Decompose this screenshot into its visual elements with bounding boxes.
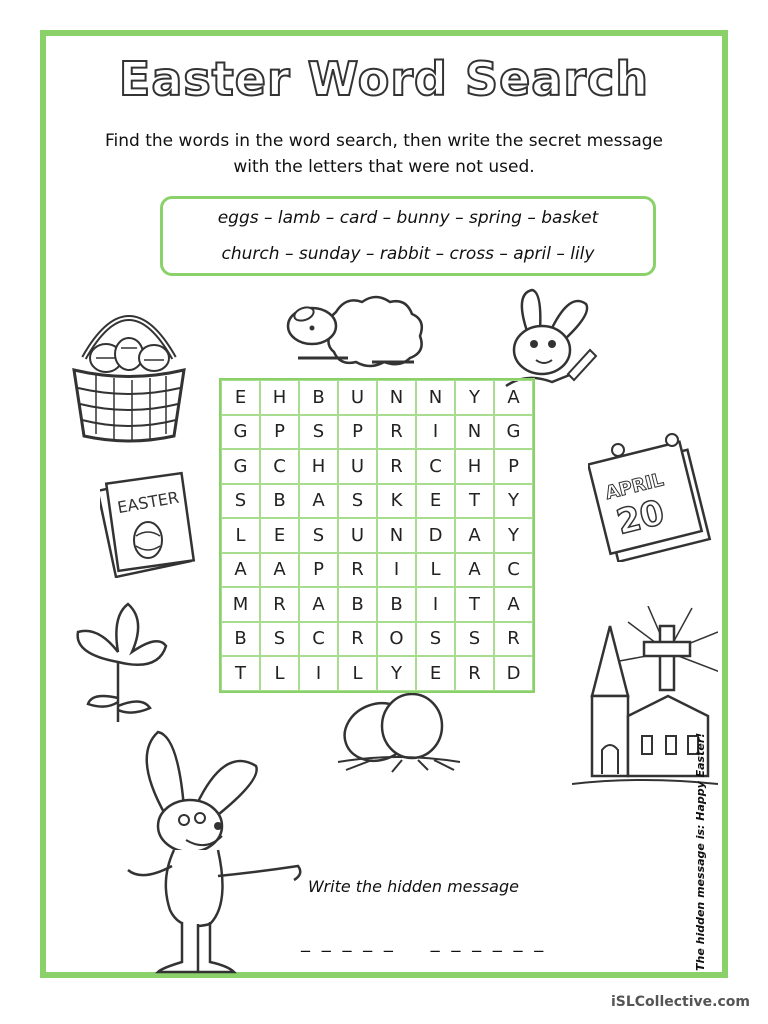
grid-cell[interactable]: U bbox=[338, 518, 377, 553]
grid-cell[interactable]: M bbox=[221, 587, 260, 622]
grid-cell[interactable]: R bbox=[338, 553, 377, 588]
grid-cell[interactable]: G bbox=[221, 415, 260, 450]
grid-cell[interactable]: P bbox=[494, 449, 533, 484]
grid-cell[interactable]: L bbox=[416, 553, 455, 588]
instructions-line-1: Find the words in the word search, then write the secret message bbox=[105, 131, 663, 151]
grid-cell[interactable]: K bbox=[377, 484, 416, 519]
calendar-day: 20 bbox=[612, 492, 669, 543]
grid-cell[interactable]: U bbox=[338, 380, 377, 415]
instructions-line-2: with the letters that were not used. bbox=[233, 157, 535, 177]
grid-cell[interactable]: R bbox=[377, 449, 416, 484]
grid-cell[interactable]: A bbox=[494, 587, 533, 622]
grid-cell[interactable]: H bbox=[299, 449, 338, 484]
grid-cell[interactable]: E bbox=[221, 380, 260, 415]
grid-cell[interactable]: H bbox=[260, 380, 299, 415]
grid-cell[interactable]: Y bbox=[377, 656, 416, 691]
grid-cell[interactable]: E bbox=[416, 656, 455, 691]
grid-cell[interactable]: A bbox=[455, 518, 494, 553]
card-label: EASTER bbox=[115, 487, 181, 518]
grid-cell[interactable]: O bbox=[377, 622, 416, 657]
lamb-illustration bbox=[284, 292, 434, 374]
grid-cell[interactable]: G bbox=[494, 415, 533, 450]
grid-cell[interactable]: L bbox=[221, 518, 260, 553]
grid-cell[interactable]: B bbox=[299, 380, 338, 415]
grid-cell[interactable]: I bbox=[377, 553, 416, 588]
word-list-line-1: eggs – lamb – card – bunny – spring – basket bbox=[217, 208, 599, 228]
grid-cell[interactable]: T bbox=[455, 587, 494, 622]
grid-cell[interactable]: B bbox=[338, 587, 377, 622]
grid-cell[interactable]: E bbox=[416, 484, 455, 519]
lily-illustration bbox=[68, 602, 168, 728]
blank-word-1[interactable]: _ _ _ _ _ bbox=[301, 932, 396, 953]
grid-cell[interactable]: S bbox=[338, 484, 377, 519]
grid-cell[interactable]: R bbox=[260, 587, 299, 622]
grid-cell[interactable]: E bbox=[260, 518, 299, 553]
word-list-box bbox=[160, 196, 656, 276]
grid-cell[interactable]: N bbox=[377, 380, 416, 415]
grid-cell[interactable]: H bbox=[455, 449, 494, 484]
grid-cell[interactable]: P bbox=[338, 415, 377, 450]
grid-cell[interactable]: R bbox=[455, 656, 494, 691]
instructions bbox=[66, 128, 702, 180]
grid-cell[interactable]: A bbox=[260, 553, 299, 588]
calendar-illustration bbox=[588, 432, 716, 562]
grid-cell[interactable]: L bbox=[260, 656, 299, 691]
answer-note: The hidden message is: Happy Easter! bbox=[694, 732, 707, 971]
grid-cell[interactable]: I bbox=[416, 415, 455, 450]
easter-card-illustration bbox=[100, 468, 196, 578]
grid-cell[interactable]: A bbox=[299, 484, 338, 519]
page-title: Easter Word Search bbox=[118, 52, 650, 106]
word-list-line-2: church – sunday – rabbit – cross – april – lily bbox=[221, 244, 595, 264]
site-watermark: iSLCollective.com bbox=[610, 994, 750, 1010]
grid-cell[interactable]: S bbox=[299, 415, 338, 450]
grid-cell[interactable]: N bbox=[416, 380, 455, 415]
word-search-grid bbox=[219, 378, 535, 693]
grid-cell[interactable]: I bbox=[299, 656, 338, 691]
grid-cell[interactable]: U bbox=[338, 449, 377, 484]
grid-cell[interactable]: G bbox=[221, 449, 260, 484]
grid-cell[interactable]: Y bbox=[455, 380, 494, 415]
easter-basket-illustration bbox=[66, 288, 192, 448]
grid-cell[interactable]: Y bbox=[494, 484, 533, 519]
grid-cell[interactable]: N bbox=[377, 518, 416, 553]
grid-cell[interactable]: T bbox=[221, 656, 260, 691]
grid-cell[interactable]: Y bbox=[494, 518, 533, 553]
grid-cell[interactable]: D bbox=[494, 656, 533, 691]
grid-cell[interactable]: T bbox=[455, 484, 494, 519]
grid-cell[interactable]: C bbox=[494, 553, 533, 588]
grid-cell[interactable]: A bbox=[455, 553, 494, 588]
grid-cell[interactable]: R bbox=[377, 415, 416, 450]
grid-cell[interactable]: C bbox=[416, 449, 455, 484]
grid-cell[interactable]: S bbox=[221, 484, 260, 519]
calendar-month: APRIL bbox=[603, 469, 666, 505]
grid-cell[interactable]: P bbox=[299, 553, 338, 588]
grid-cell[interactable]: A bbox=[494, 380, 533, 415]
grid-cell[interactable]: R bbox=[338, 622, 377, 657]
grid-cell[interactable]: B bbox=[221, 622, 260, 657]
grid-cell[interactable]: S bbox=[416, 622, 455, 657]
grid-cell[interactable]: C bbox=[299, 622, 338, 657]
grid-cell[interactable]: C bbox=[260, 449, 299, 484]
large-bunny-illustration bbox=[126, 726, 306, 976]
hidden-message-blanks bbox=[301, 932, 572, 953]
grid-cell[interactable]: S bbox=[260, 622, 299, 657]
grid-cell[interactable]: S bbox=[299, 518, 338, 553]
grid-cell[interactable]: P bbox=[260, 415, 299, 450]
grid-cell[interactable]: R bbox=[494, 622, 533, 657]
grid-cell[interactable]: S bbox=[455, 622, 494, 657]
grid-cell[interactable]: N bbox=[455, 415, 494, 450]
hidden-message-prompt: Write the hidden message bbox=[308, 877, 519, 896]
grid-cell[interactable]: A bbox=[299, 587, 338, 622]
grid-cell[interactable]: I bbox=[416, 587, 455, 622]
grid-cell[interactable]: B bbox=[377, 587, 416, 622]
blank-word-2[interactable]: _ _ _ _ _ _ bbox=[430, 932, 547, 953]
grid-cell[interactable]: L bbox=[338, 656, 377, 691]
grid-cell[interactable]: B bbox=[260, 484, 299, 519]
grid-cell[interactable]: D bbox=[416, 518, 455, 553]
eggs-illustration bbox=[332, 686, 462, 778]
grid-cell[interactable]: A bbox=[221, 553, 260, 588]
